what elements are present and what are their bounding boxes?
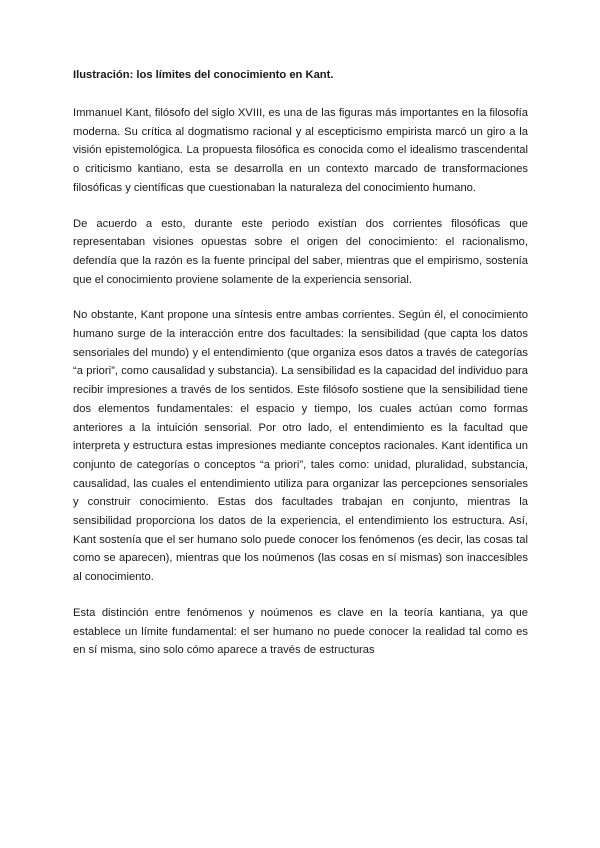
- paragraph-distinction: Esta distinción entre fenómenos y noúmenos es clave en la teoría kantiana, ya que establece un límite fundamental: el ser humano no puede conocer la realidad tal como es en sí misma, sino solo cómo aparece a través de estructuras: [73, 606, 528, 657]
- document-title: Ilustración: los límites del conocimiento en Kant.: [73, 69, 334, 81]
- paragraph-synthesis: No obstante, Kant propone una síntesis entre ambas corrientes. Según él, el conocimiento humano surge de la interacción entre dos facultades: la sensibilidad (que capta los datos sensoriales del mundo) y el entendimiento (que organiza esos datos a través de categorías “a priori”, como causalidad y substancia). La sensibilidad es la capacidad del individuo para recibir impresiones a través de los sentidos. Este filósofo sostiene que la sensibilidad tiene dos elementos fundamentales: el espacio y tiempo, los cuales actúan como formas anteriores a la intuición sensorial. Por otro lado, el entendimiento es la facultad que interpreta y estructura estas impresiones mediante conceptos racionales. Kant identifica un conjunto de categorías o conceptos “a priori”, tales como: unidad, pluralidad, substancia, causalidad, las cuales el entendimiento utiliza para organizar las percepciones sensoriales y construir conocimiento. Estas dos facultades trabajan en conjunto, mientras la sensibilidad proporciona los datos de la experiencia, el entendimiento los estructura. Así, Kant sostenía que el ser humano solo puede conocer los fenómenos (es decir, las cosas tal como se aparecen), mientras que los noúmenos (las cosas en sí mismas) son inaccesibles al conocimiento.: [73, 309, 528, 584]
- document-page: [73, 66, 528, 660]
- paragraph-intro: Immanuel Kant, filósofo del siglo XVIII, es una de las figuras más importantes en la filosofía moderna. Su crítica al dogmatismo racional y al escepticismo empirista marcó un giro a la visión epistemológica. La propuesta filosófica es conocida como el idealismo trascendental o criticismo kantiano, esta se desarrolla en un contexto marcado de transformaciones filosóficas y científicas que cuestionaban la naturaleza del conocimiento humano.: [73, 107, 528, 194]
- paragraph-currents: De acuerdo a esto, durante este periodo existían dos corrientes filosóficas que representaban visiones opuestas sobre el origen del conocimiento: el racionalismo, defendía que la razón es la fuente principal del saber, mientras que el empirismo, sostenía que el conocimiento proviene solamente de la experiencia sensorial.: [73, 217, 528, 286]
